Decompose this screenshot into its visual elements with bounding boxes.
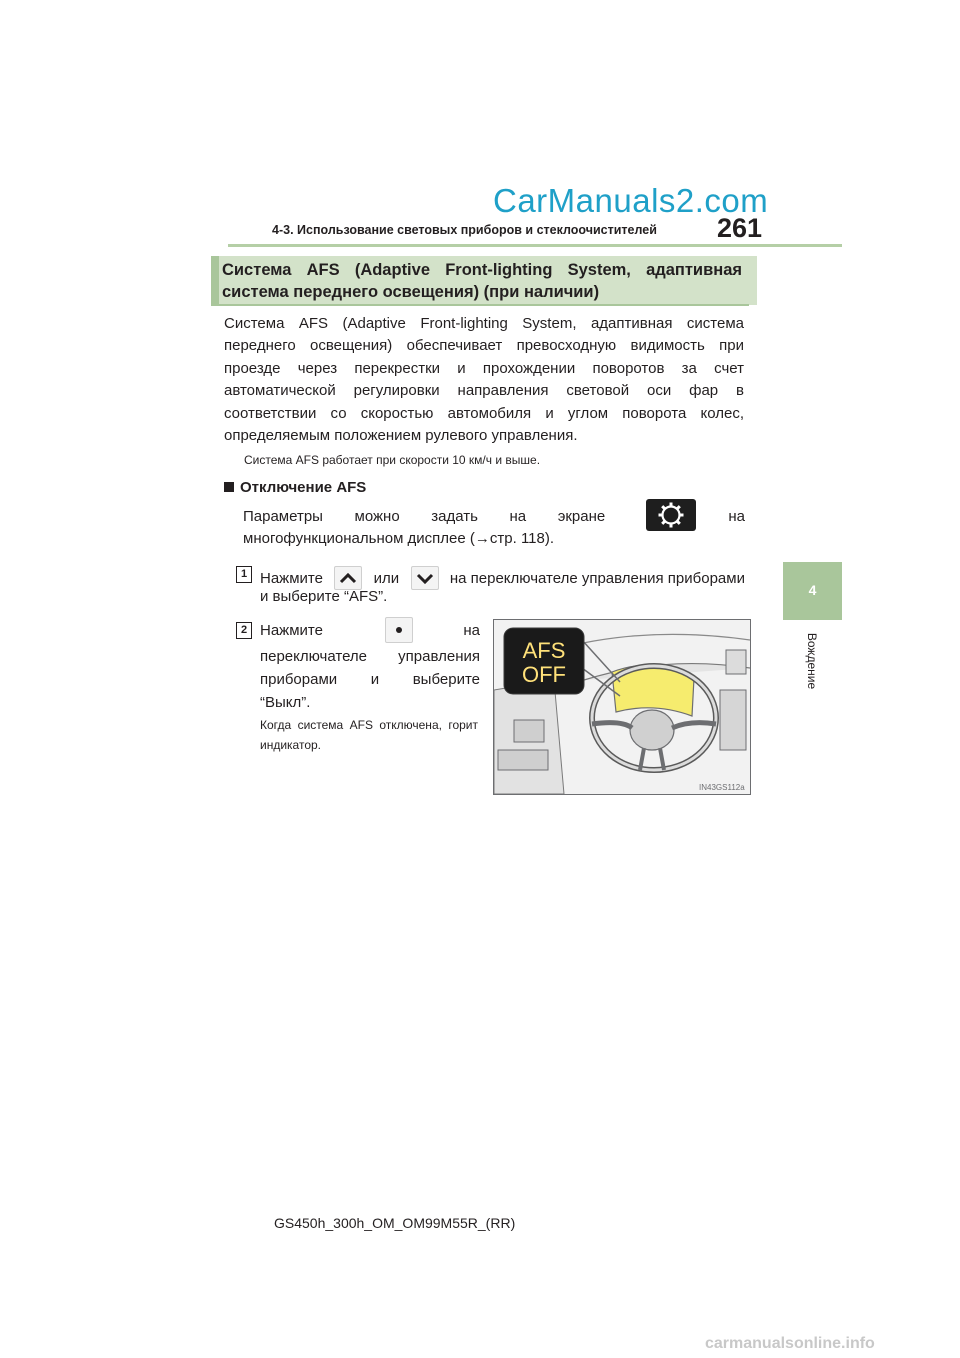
intro-paragraph: Система AFS (Adaptive Front-lighting System, адаптивная система переднего освещения) обеспечивает превосходную видимость при проезде через перекрестки и прохождении поворотов за счет автоматической регулировки направления световой оси фар в соответствии со скоростью автомобиля и углом поворота колес, определяемым положением рулевого управления. bbox=[224, 315, 744, 445]
step-number-badge: 2 bbox=[236, 622, 252, 639]
step2-last: “Выкл”. bbox=[260, 694, 311, 711]
section-title: Система AFS (Adaptive Front-lighting System, адаптивная система переднего освещения) (при наличии) bbox=[222, 261, 742, 301]
step1-line-2: и выберите “AFS”. bbox=[260, 588, 388, 605]
indicator-line2: OFF bbox=[522, 662, 566, 687]
indicator-line1: AFS bbox=[522, 638, 566, 663]
up-button bbox=[334, 566, 362, 590]
speed-note: Система AFS работает при скорости 10 км/ч и выше. bbox=[244, 453, 541, 467]
chevron-down-icon bbox=[412, 567, 438, 589]
subsection-heading-text: Отключение AFS bbox=[240, 479, 367, 496]
chapter-tab[interactable]: 4 bbox=[783, 562, 842, 620]
params-line-2: многофункциональном дисплее (→стр. 118). bbox=[243, 530, 555, 547]
params-word: на bbox=[509, 508, 527, 525]
gear-icon bbox=[646, 499, 696, 531]
dashboard-drawing bbox=[494, 620, 750, 794]
step2-line-1 bbox=[260, 622, 480, 639]
footer-code: GS450h_300h_OM_OM99M55R_(RR) bbox=[274, 1215, 516, 1231]
step1-word: Нажмите bbox=[260, 569, 323, 587]
square-bullet-icon bbox=[224, 482, 234, 492]
dashboard-illustration bbox=[493, 619, 751, 795]
chapter-label bbox=[797, 628, 827, 698]
section-divider bbox=[211, 304, 749, 306]
step1-rest: на переключателе управления приборами bbox=[449, 569, 745, 587]
step1-word: или bbox=[373, 569, 400, 587]
watermark-bottom: carmanualsonline.info bbox=[705, 1335, 875, 1352]
params-word: Параметры bbox=[243, 508, 323, 525]
step2-text bbox=[260, 645, 480, 714]
step1-line bbox=[260, 566, 745, 590]
chapter-label-text: Вождение bbox=[805, 632, 819, 690]
subsection-heading bbox=[224, 479, 366, 496]
header-title: 4-3. Использование световых приборов и стеклоочистителей bbox=[272, 223, 657, 237]
step-number-badge: 1 bbox=[236, 566, 252, 583]
enter-button-icon bbox=[385, 617, 413, 643]
header-divider bbox=[228, 244, 842, 247]
params-word: на bbox=[728, 508, 745, 525]
step2-note: Когда система AFS отключена, горит индикатор. bbox=[260, 718, 478, 752]
down-button bbox=[411, 566, 439, 590]
illustration-code: IN43GS112a bbox=[699, 783, 745, 792]
watermark-logo: CarManuals2.com bbox=[493, 182, 769, 219]
step2-rest: переключателе управления приборами и выберите bbox=[260, 648, 480, 688]
page-number: 261 bbox=[717, 213, 763, 243]
params-word: можно bbox=[354, 508, 400, 525]
chevron-up-icon bbox=[335, 567, 361, 589]
step2-word: на bbox=[463, 622, 480, 639]
params-word: задать bbox=[431, 508, 478, 525]
settings-gear-button bbox=[646, 499, 696, 531]
params-word: экране bbox=[557, 508, 606, 525]
step2-word: Нажмите bbox=[260, 622, 323, 639]
